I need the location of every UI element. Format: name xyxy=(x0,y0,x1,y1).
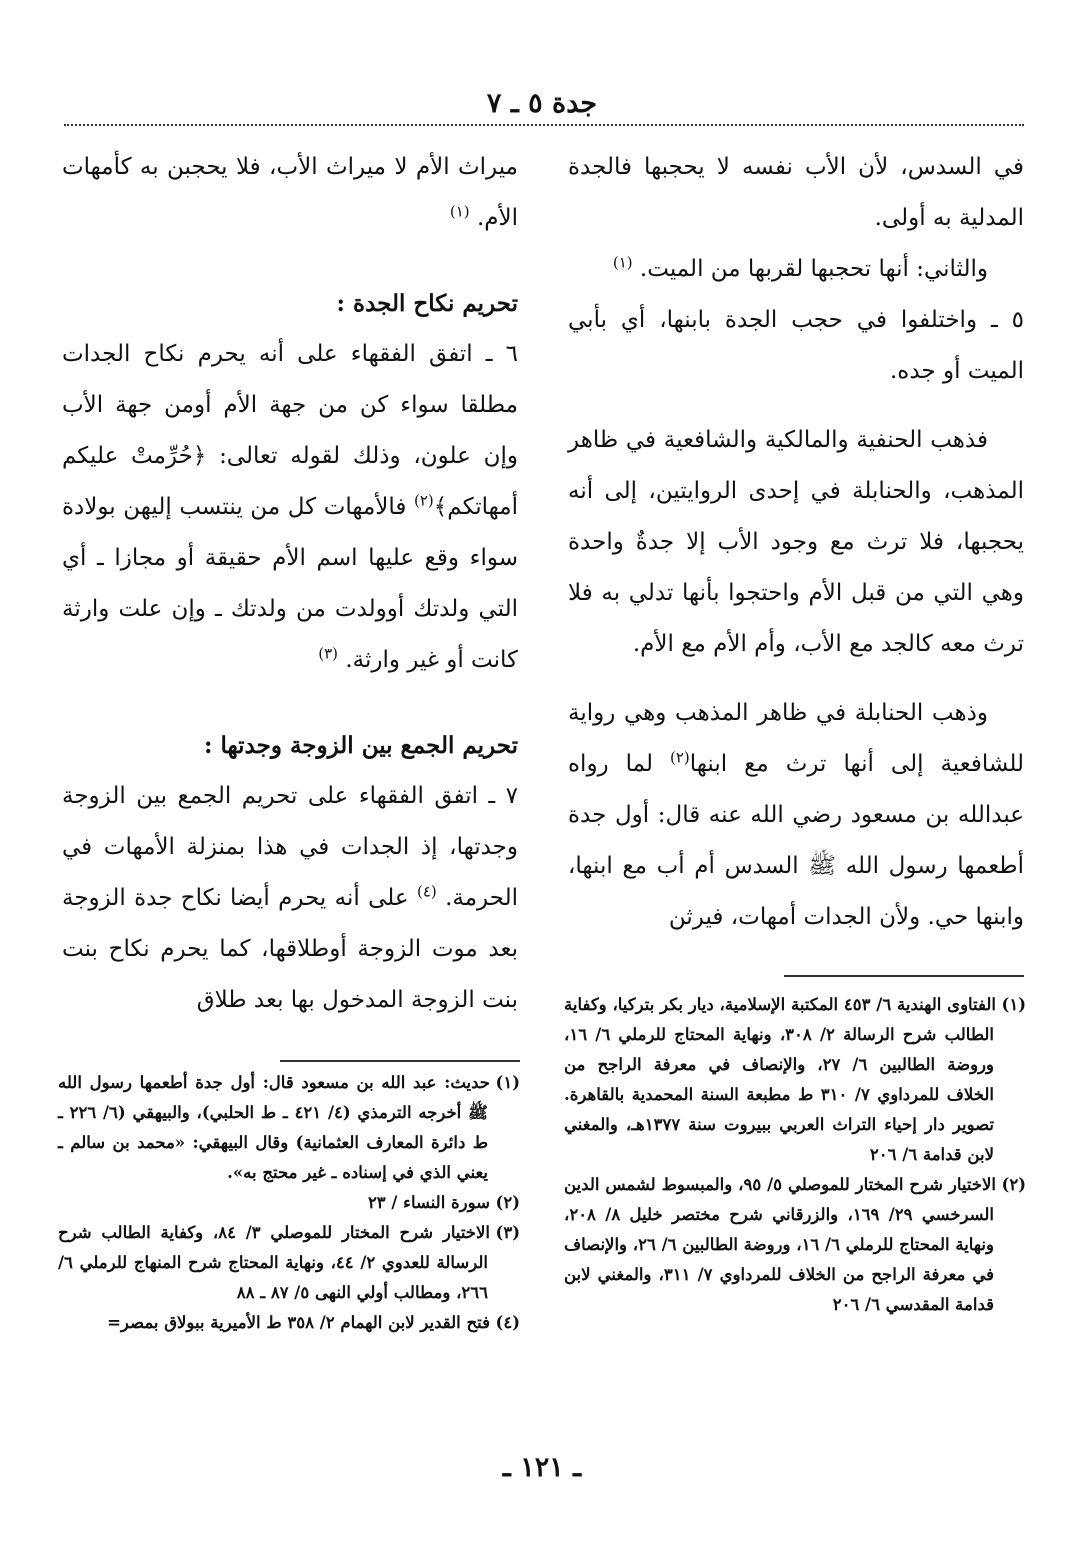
paragraph-text: ميراث الأم لا ميراث الأب، فلا يحجبن به كأمهات الأم. xyxy=(62,154,518,231)
footnote xyxy=(58,1068,520,1188)
footnote-text: حديث: عبد الله بن مسعود قال: أول جدة أطعمها رسول الله ﷺ أخرجه الترمذي (٤/ ٤٢١ ـ ط الحلبي)، والبيهقي (٦/ ٢٢٦ ـ ط دائرة المعارف العثمانية) وقال البيهقي: «محمد بن سالم ـ يعني الذي في إسناده ـ غير محتج به». xyxy=(58,1073,490,1182)
footnote-rule xyxy=(784,975,1024,977)
footnote-text: الفتاوى الهندية ٦/ ٤٥٣ المكتبة الإسلامية، ديار بكر بتركيا، وكفاية الطالب شرح الرسالة ٢/ ٣٠٨، ونهاية المحتاج للرملي ٦/ ١٦، وروضة الطالبين ٦/ ٢٧، والإنصاف في معرفة الراجح من الخلاف للمرداوي ٧/ ٣١٠ ط مطبعة السنة المحمدية بالقاهرة. تصوير دار إحياء التراث العربي ببيروت سنة ١٣٧٧هـ، والمغني لابن قدامة ٦/ ٢٠٦ xyxy=(564,995,996,1164)
paragraph xyxy=(568,688,1024,943)
paragraph: فذهب الحنفية والمالكية والشافعية في ظاهر المذهب، والحنابلة في إحدى الروايتين، إلى أنه يحجبها، فلا ترث مع وجود الأب إلا جدةٌ واحدة وهي التي من قبل الأم واحتجوا بأنها تدلي به فلا ترث معه كالجد مع الأب، وأم الأم مع الأم. xyxy=(568,427,1024,657)
footnote-ref: (١) xyxy=(449,202,470,221)
paragraph-text: والثاني: أنها تحجبها لقربها من الميت. xyxy=(639,256,988,282)
paragraph xyxy=(62,771,518,1026)
footnotes-left xyxy=(58,1060,520,1338)
footnote-number: (٢) xyxy=(1001,1175,1026,1194)
paragraph-text: لما رواه عبدالله بن مسعود رضي الله عنه قال: أول جدة أطعمها رسول الله ﷺ السدس أم أب مع ابنها، وابنها حي. ولأن الجدات أمهات، فيرثن xyxy=(568,751,1024,930)
left-column xyxy=(62,142,518,1026)
footnote xyxy=(564,990,1026,1170)
paragraph xyxy=(568,244,1024,295)
paragraph xyxy=(62,142,518,244)
paragraph-text: فالأمهات كل من ينتسب إليهن بولادة سواء وقع عليها اسم الأم حقيقة أو مجازا ـ أي التي ولدتك أوولدت من ولدتك ـ وإن علت وارثة كانت أو غير وارثة. xyxy=(62,494,518,673)
paragraph-text: وذهب الحنابلة في ظاهر المذهب وهي رواية للشافعية إلى أنها ترث مع ابنها xyxy=(568,700,1024,777)
footnote xyxy=(564,1170,1026,1320)
footnote-text: سورة النساء / ٢٣ xyxy=(367,1193,490,1212)
paragraph-text: على أنه يحرم أيضا نكاح جدة الزوجة بعد موت الزوجة أوطلاقها، كما يحرم نكاح بنت بنت الزوجة المدخول بها بعد طلاق xyxy=(62,885,518,1013)
footnote-ref: (١) xyxy=(612,253,633,272)
footnote xyxy=(58,1188,520,1218)
footnote xyxy=(58,1308,520,1338)
footnote-ref: (٣) xyxy=(318,644,338,663)
footnote-text: فتح القدير لابن الهمام ٢/ ٣٥٨ ط الأميرية ببولاق بمصر= xyxy=(107,1313,490,1332)
footnote-text: الاختيار شرح المختار للموصلي ٣/ ٨٤، وكفاية الطالب شرح الرسالة للعدوي ٢/ ٤٤، ونهاية المحتاج شرح المنهاج للرملي ٦/ ٢٦٦، ومطالب أولي النهى ٥/ ٨٧ ـ ٨٨ xyxy=(58,1223,490,1302)
footnote xyxy=(58,1218,520,1308)
paragraph xyxy=(62,329,518,686)
footnote-text: الاختيار شرح المختار للموصلي ٥/ ٩٥، والمبسوط لشمس الدين السرخسي ٢٩/ ١٦٩، والزرقاني شرح مختصر خليل ٨/ ٢٠٨، ونهاية المحتاج للرملي ٦/ ١٦، وروضة الطالبين ٦/ ٢٦، والإنصاف في معرفة الراجح من الخلاف للمرداوي ٧/ ٣١١، والمغني لابن قدامة المقدسي ٦/ ٢٠٦ xyxy=(564,1175,996,1314)
page-number: ـ ١٢١ ـ xyxy=(502,1452,582,1483)
footnote-rule xyxy=(280,1060,520,1062)
running-head: جدة ٥ ـ ٧ xyxy=(486,88,598,119)
paragraph: ٥ ـ واختلفوا في حجب الجدة بابنها، أي بأبي الميت أو جده. xyxy=(568,307,1024,384)
section-heading: تحريم نكاح الجدة : xyxy=(336,290,518,317)
footnote-number: (١) xyxy=(495,1073,520,1092)
footnote-number: (٢) xyxy=(495,1193,520,1212)
footnote-ref: (٤) xyxy=(416,882,437,901)
footnote-ref: (٢) xyxy=(670,748,690,767)
footnote-number: (٤) xyxy=(495,1313,520,1332)
paragraph-text: ٦ ـ اتفق الفقهاء على أنه يحرم نكاح الجدات مطلقا سواء كن من جهة الأم أومن جهة الأب وإن علون، وذلك لقوله تعالى: ﴿حُرِّمتْ عليكم أمهاتكم﴾ xyxy=(62,341,518,520)
footnotes-right xyxy=(564,990,1026,1320)
footnote-number: (١) xyxy=(1001,995,1026,1014)
footnote-ref: (٢) xyxy=(414,491,434,510)
header-dotted-rule xyxy=(64,124,1024,126)
footnote-number: (٣) xyxy=(495,1223,520,1242)
section-heading: تحريم الجمع بين الزوجة وجدتها : xyxy=(204,732,518,759)
paragraph: في السدس، لأن الأب نفسه لا يحجبها فالجدة المدلية به أولى. xyxy=(568,154,1024,231)
paragraph-text: ٧ ـ اتفق الفقهاء على تحريم الجمع بين الزوجة وجدتها، إذ الجدات في هذا بمنزلة الأمهات في الحرمة. xyxy=(62,783,518,911)
right-column xyxy=(568,142,1024,943)
